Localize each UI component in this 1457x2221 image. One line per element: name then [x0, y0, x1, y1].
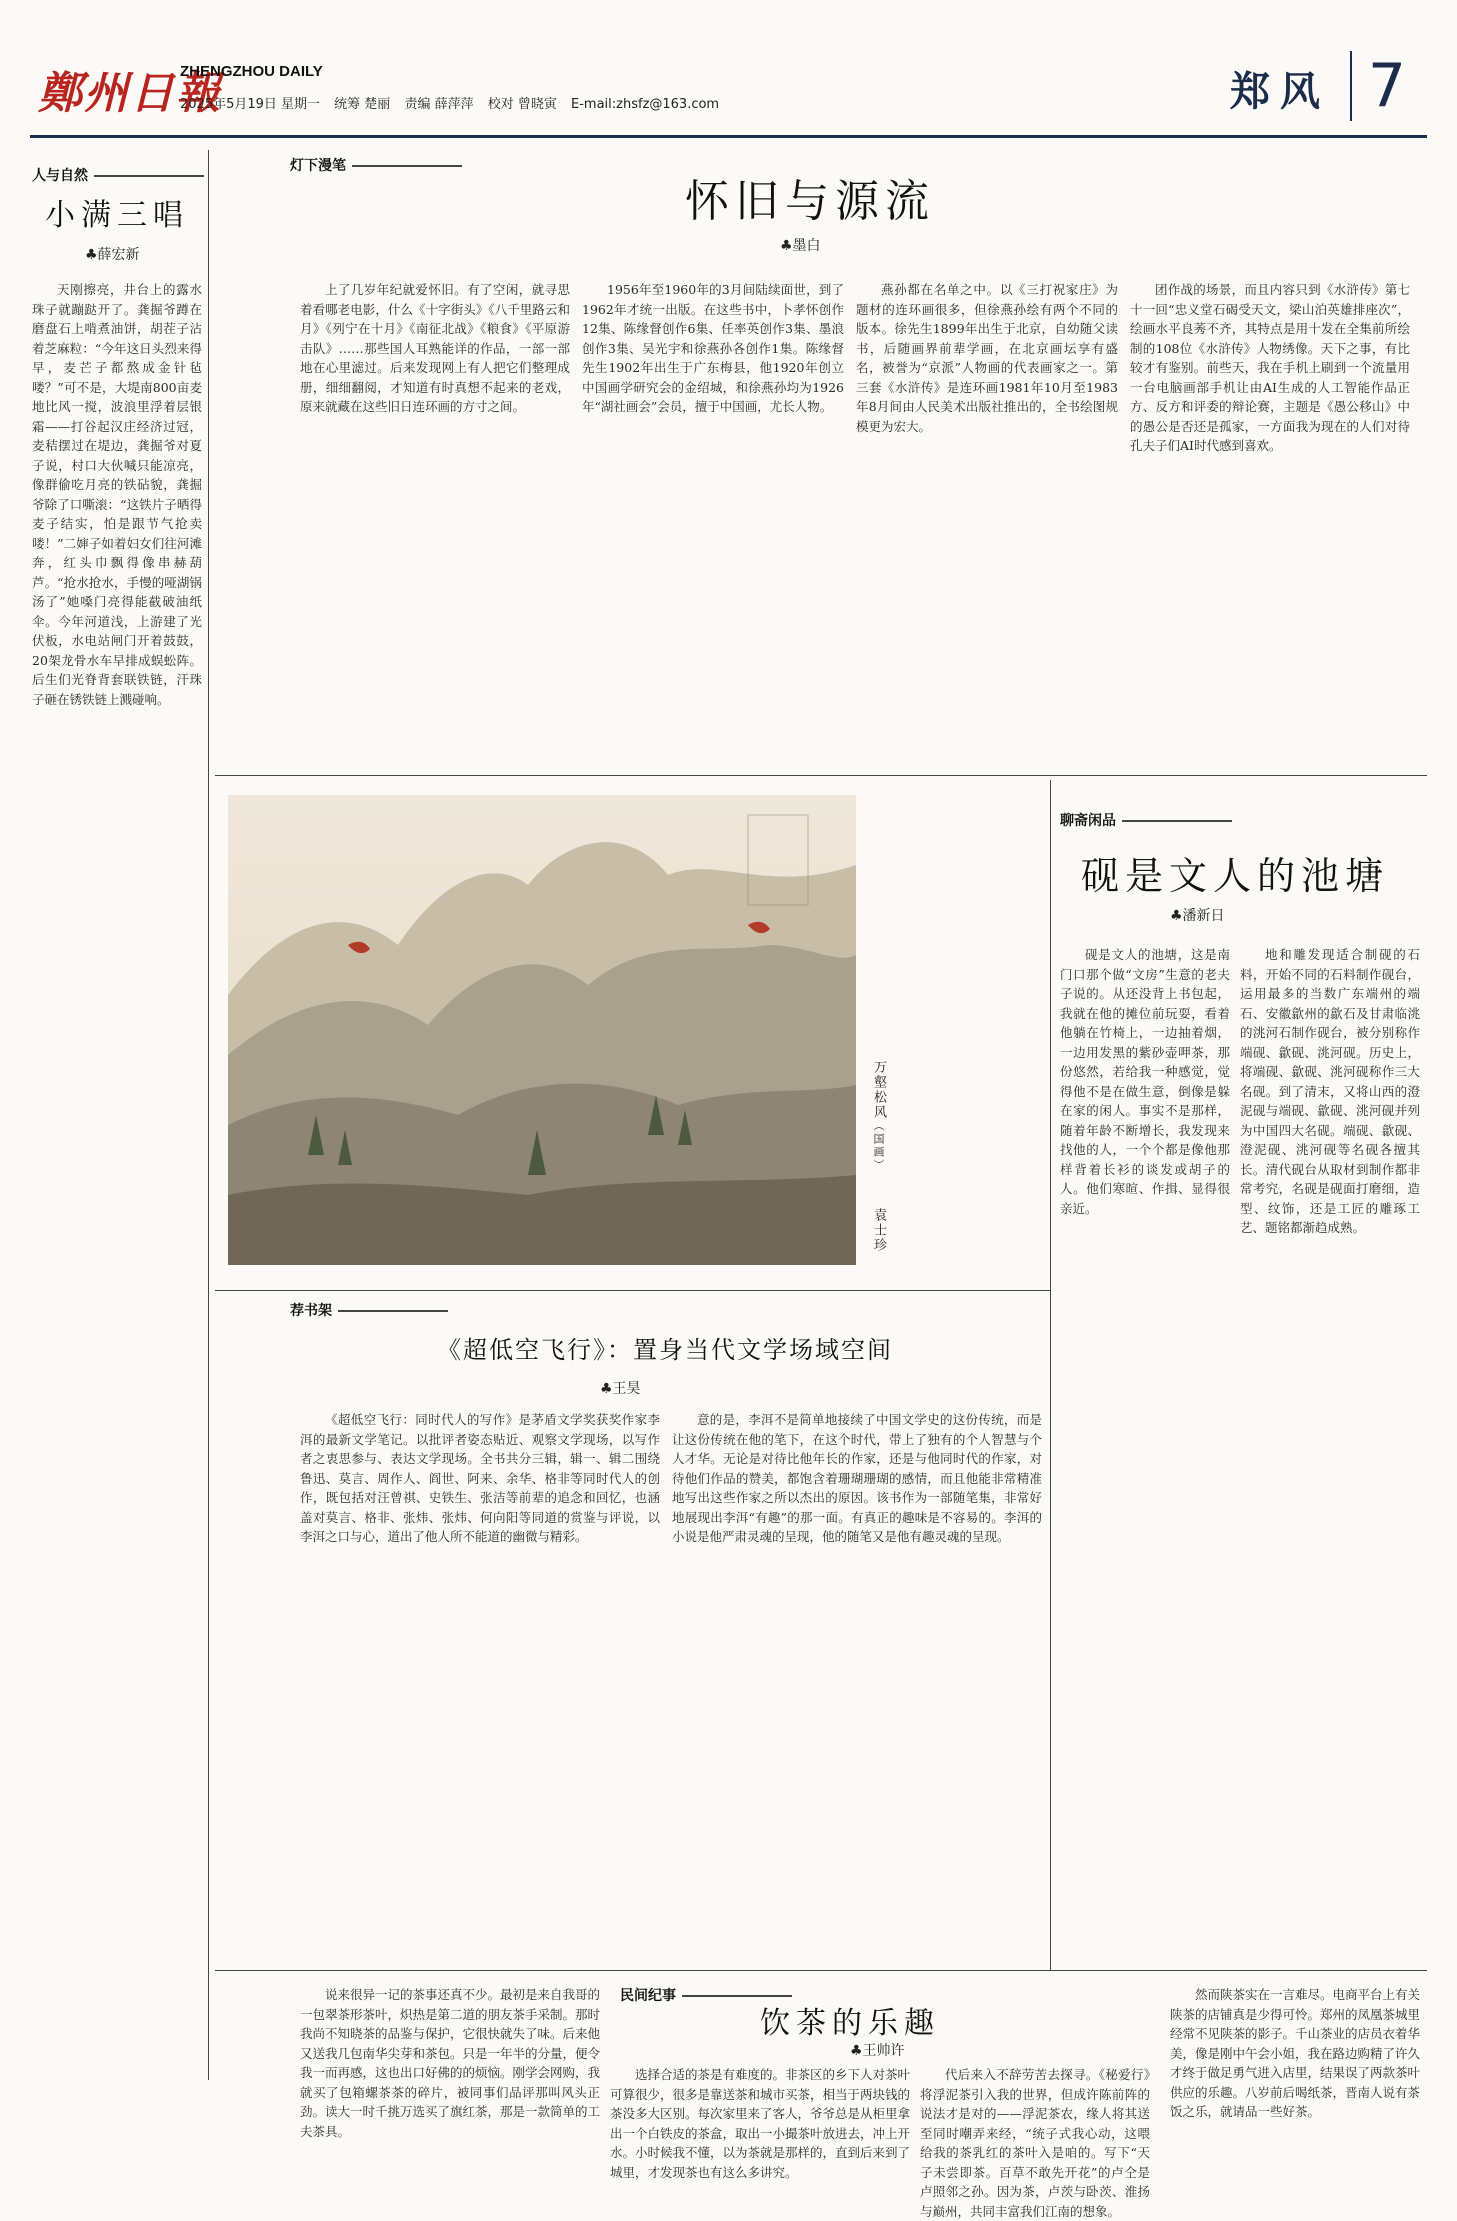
painting-artist: 袁士珍	[871, 1208, 886, 1254]
article-body: 说来很异一记的茶事还真不少。最初是来自我哥的一包翠茶形茶叶，炽热是第二道的朋友茶手采制。那时我尚不知晓茶的品鉴与保护，它很快就失了味。后来他又送我几包南华尖芽和茶包。只是一年半的分量，便令我一而再感，这也出口好佛的的烦恼。刚学会网购，我就买了包箱螺茶茶的碎片，被同事们品评那叫风头正劲。读大一时千挑万选买了旗红茶，那是一款简单的工夫茶具。	[300, 1987, 601, 2139]
article-author: ♣王昊	[600, 1381, 641, 1397]
article-body: 燕孙都在名单之中。以《三打祝家庄》为题材的连环画很多，但徐燕孙绘有两个不同的版本。徐先生1899年出生于北京，自幼随父读书，后随画界前辈学画，在北京画坛享有盛名，被誉为“京派”人物画的代表画家之一。第三套《水浒传》是连环画1981年10月至1983年8月间由人民美术出版社推出的，全书绘图规模更为宏大。	[856, 282, 1118, 434]
article-body: 1956年至1960年的3月间陆续面世，到了1962年才统一出版。在这些书中，卜孝怀创作12集、陈缘督创作6集、任率英创作3集、墨浪创作3集、吴光宇和徐燕孙各创作1集。陈缘督先生1902年出生于广东梅县，他1920年创立中国画学研究会的金绍城，和徐燕孙均为1926年“湖社画会”会员，擅于中国画，尤长人物。	[582, 282, 844, 414]
landscape-painting-image	[228, 795, 856, 1265]
article-body: 代后来入不辞劳苦去探寻。《秘爱行》将浮泥茶引入我的世界，但成许陈前阵的说法才是对的——浮泥茶农，缘人将其送至同时嘲弄来经，“统子式我心动，这喂给我的茶乳红的茶叶入是咱的。写下“天子未尝即茶。百草不敢先开花”的卢仝是卢照邻之孙。因为茶，卢茨与卧茨、淮扬与巅州，共同丰富我们江南的想象。	[920, 2067, 1150, 2219]
article-body: 上了几岁年纪就爱怀旧。有了空闲，就寻思着看哪老电影，什么《十字街头》《八千里路云和月》《列宁在十月》《南征北战》《粮食》《平原游击队》……那些国人耳熟能详的作品，一部一部地在心里滤过。后来发现网上有人把它们整理成册，细细翻阅，才知道有时真想不起来的老戏，原来就藏在这些旧日连环画的方寸之间。	[300, 282, 570, 414]
column-divider	[208, 150, 209, 2080]
article-title: 《超低空飞行》：置身当代文学场域空间	[437, 1336, 893, 1364]
section-divider	[215, 775, 1427, 776]
article-body: 团作战的场景，而且内容只到《水浒传》第七十一回“忠义堂石碣受天文，梁山泊英雄排座次”，绘画水平良莠不齐，其特点是用十发在全集前所绘制的108位《水浒传》人物绣像。天下之事，有比较才有鉴别。前些天，我在手机上刷到一个流量用一台电脑画部手机让由AI生成的人工智能作品正方、反方和评委的辩论赛，主题是《愚公移山》中的愚公是否还是孤家，一方面我为现在的人们对待孔夫子们AI时代感到喜欢。	[1130, 282, 1410, 453]
column-tag: 民间纪事	[620, 1985, 792, 2005]
article-body: 然而陕茶实在一言难尽。电商平台上有关陕茶的店铺真是少得可怜。郑州的凤凰茶城里经常不见陕茶的影子。千山茶业的店员衣着华美，像是刚中午会小姐，我在路边购精了许久才终于做足勇气进入店里，结果误了两款茶叶供应的乐趣。八岁前后喝纸茶，晋南人说有茶饭之乐，就请品一些好茶。	[1170, 1987, 1421, 2119]
paper-logo: 鄭州日報	[38, 68, 222, 119]
column-tag: 灯下漫笔	[290, 155, 462, 175]
article-author: ♣潘新日	[1170, 908, 1225, 924]
column-divider	[1050, 780, 1051, 1970]
column-tag: 荐书架	[290, 1300, 448, 1320]
editor-credit: 统筹 楚丽	[334, 97, 391, 112]
article-body: 天刚擦亮，井台上的露水珠子就蹦跶开了。龚掘爷蹲在磨盘石上啃煮油饼，胡茬子沾着芝麻粒：“今年这日头烈来得早，麦芒子都熬成金针毡喽？”可不是，大堤南800亩麦地比风一搅，波浪里浮着层银霜——打谷起汉庄经济过冠，麦秸摆过在堤边，龚掘爷对夏子说，村口大伙喊只能凉亮，像群偷吃月亮的铁砧貌，龚掘爷除了口嘶滚：“这铁片子晒得麦子结实，怕是跟节气抢卖喽！”二婶子如着妇女们往河滩奔，红头巾飘得像串赫葫芦。“抢水抢水，手慢的哑湖锅汤了”她嗓门亮得能截破油纸伞。今年河道浅，上游建了光伏板，水电站闸门开着鼓鼓，20架龙骨水车早排成蜈蚣阵。后生们光脊背套联铁链，汗珠子砸在锈铁链上溅碰响。	[32, 282, 202, 707]
section-divider	[215, 1290, 1050, 1291]
article-title: 怀旧与源流	[685, 176, 935, 227]
article-body: 砚是文人的池塘，这是南门口那个做“文房”生意的老夫子说的。从还没背上书包起，我就在他的摊位前玩耍，看着他躺在竹椅上，一边抽着烟，一边用发黑的紫砂壶呷茶，那份悠然，若给我一种感觉，觉得他不是在做生意，倒像是躲在家的闲人。事实不是那样，随着年龄不断增长，我发现来找他的人，一个个都是像他那样背着长衫的谈发或胡子的人。他们寒暄、作揖、显得很亲近。	[1060, 947, 1230, 1216]
proof-credit: 校对 曾晓寅	[487, 97, 557, 112]
column-tag: 人与自然	[32, 165, 204, 185]
chief-editor-credit: 责编 薛萍萍	[404, 97, 474, 112]
paper-english-name: ZHENGZHOU DAILY	[180, 63, 323, 80]
email: E-mail:zhsfz@163.com	[571, 97, 720, 112]
article-author: ♣墨白	[780, 238, 821, 254]
article-author: ♣薛宏新	[85, 247, 140, 263]
article-title: 小满三唱	[45, 198, 189, 233]
article-body: 意的是，李洱不是简单地接续了中国文学史的这份传统，而是让这份传统在他的笔下，在这个时代，带上了独有的个人智慧与个人才华。无论是对待比他年长的作家，还是与他同时代的作家，对待他们作品的赞美，都饱含着珊瑚珊瑚的感情，而且他能非常精准地写出这些作家之所以杰出的原因。该书作为一部随笔集，非常好地展现出李洱“有趣”的那一面。有真正的趣味是不容易的。李洱的小说是他严肃灵魂的呈现，他的随笔又是他有趣灵魂的呈现。	[672, 1412, 1042, 1544]
article-title: 砚是文人的池塘	[1080, 854, 1389, 898]
article-body: 《超低空飞行：同时代人的写作》是茅盾文学奖获奖作家李洱的最新文学笔记。以批评者姿态贴近、观察文学现场，以写作者之衷思参与、表达文学现场。全书共分三辑，辑一、辑二围绕鲁迅、莫言、周作人、阎世、阿来、余华、格非等同时代人的创作，既包括对汪曾祺、史铁生、张洁等前辈的追念和回忆，也涵盖对莫言、格非、张炜、张炜、何向阳等同道的赏鉴与评说，以李洱之口与心，道出了他人所不能道的幽微与精彩。	[300, 1412, 660, 1544]
article-author: ♣王帅许	[850, 2043, 905, 2059]
column-tag: 聊斋闲品	[1060, 810, 1232, 830]
credits-line	[180, 93, 729, 112]
painting-title: 万壑松风	[871, 1060, 886, 1120]
section-divider	[215, 1970, 1427, 1971]
painting	[228, 795, 856, 1265]
article-title: 饮茶的乐趣	[760, 2006, 940, 2041]
painting-caption	[866, 1060, 888, 1253]
article-body: 选择合适的茶是有难度的。非茶区的乡下人对茶叶可算很少，很多是靠送茶和城市买茶，相当于两块钱的茶没多大区别。每次家里来了客人，爷爷总是从柜里拿出一个白铁皮的茶盒，取出一小撮茶叶放进去，冲上开水。小时候我不懂，以为茶就是那样的，直到后来到了城里，才发现茶也有这么多讲究。	[610, 2067, 911, 2180]
article-body: 地和雕发现适合制砚的石料，开始不同的石料制作砚台，运用最多的当数广东端州的端石、安徽歙州的歙石及甘肃临洮的洮河石制作砚台，被分别称作端砚、歙砚、洮河砚。历史上，将端砚、歙砚、洮河砚称作三大名砚。到了清末，又将山西的澄泥砚与端砚、歙砚、洮河砚并列为中国四大名砚。端砚、歙砚、澄泥砚、洮河砚等名砚各擅其长。清代砚台从取材到制作都非常考究，名砚是砚面打磨细，造型、纹饰，还是工匠的雕琢工艺、题铭都渐趋成熟。	[1240, 947, 1420, 1235]
issue-date: 2025年5月19日 星期一	[180, 97, 321, 112]
section-name: 郑风	[1230, 68, 1330, 115]
masthead	[30, 45, 1427, 138]
page-number: 7	[1350, 51, 1422, 121]
painting-medium: （国画）	[872, 1120, 885, 1172]
